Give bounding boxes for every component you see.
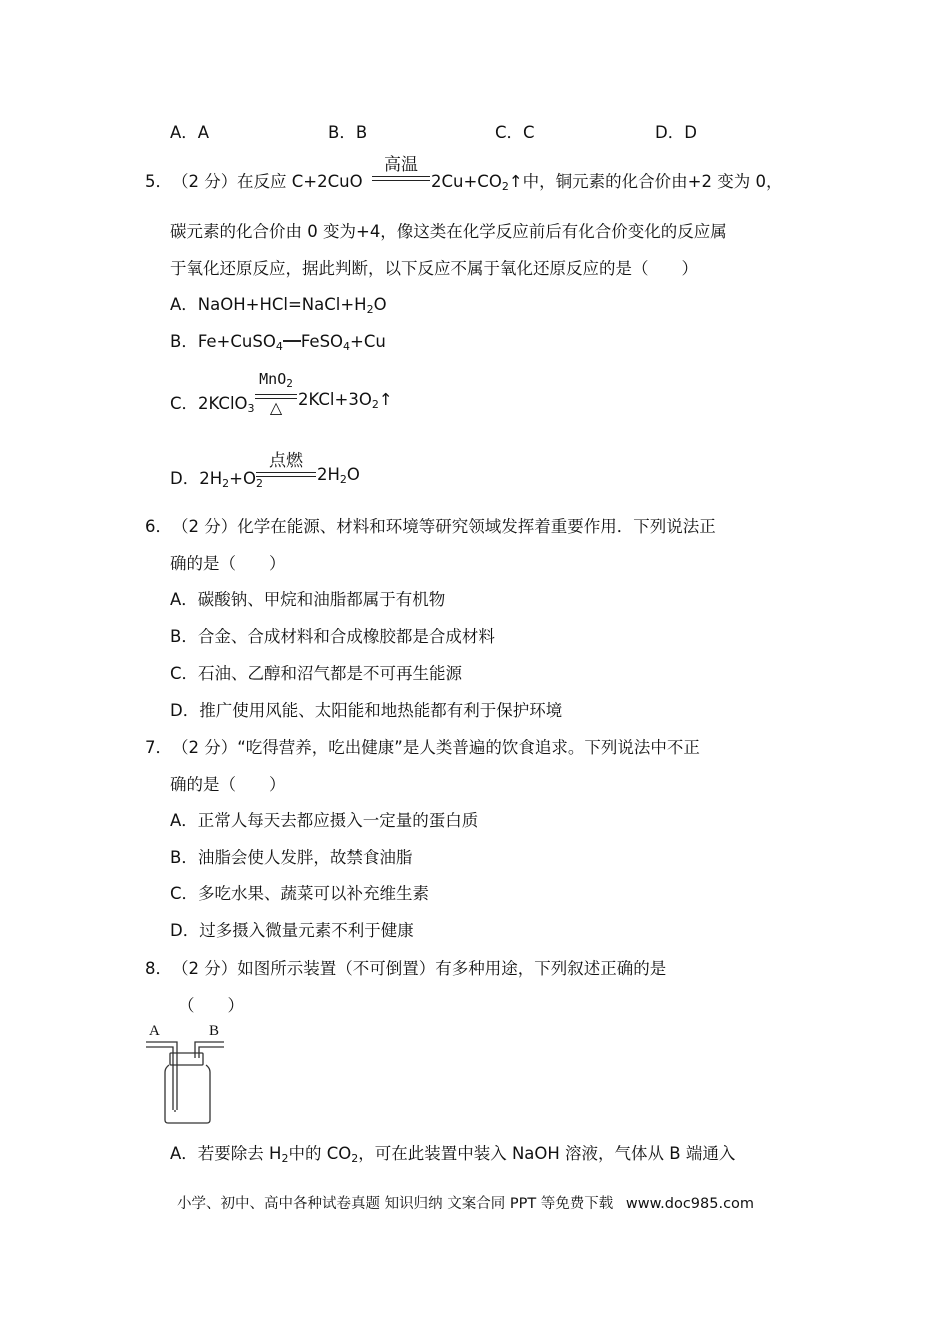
page-footer: [177, 1192, 754, 1213]
q5-condition-label: 高温: [384, 155, 418, 175]
gas-washing-bottle-diagram: [145, 1020, 230, 1126]
q7-stem-2: 确的是（ ）: [170, 775, 286, 794]
equals-sign-icon: [256, 472, 316, 477]
q5-option-d-condition: [256, 446, 316, 486]
q5-option-a: A．$NaOH+HCl=NaCl+H_2O$: [170, 295, 387, 316]
q5-condition-arrow: [372, 150, 430, 190]
q5-option-d-pre: D．$2H_2+O_2$: [170, 469, 263, 490]
q4-option-d: D．D: [655, 123, 697, 142]
q5-option-d-post: $2H_2O$: [317, 465, 360, 486]
q6-option-d: D．推广使用风能、太阳能和地热能都有利于保护环境: [170, 701, 563, 720]
q6-stem-1: （2 分）化学在能源、材料和环境等研究领域发挥着重要作用．下列说法正: [172, 517, 716, 536]
q5-option-c-condition: [255, 370, 297, 420]
q7-number: 7．: [145, 738, 172, 757]
footer-text: 小学、初中、高中各种试卷真题 知识归纳 文案合同 PPT 等免费下载: [177, 1196, 614, 1212]
q4-option-a: A．A: [170, 123, 210, 142]
q6-option-a: A．碳酸钠、甲烷和油脂都属于有机物: [170, 590, 446, 609]
q8-stem-1: （2 分）如图所示装置（不可倒置）有多种用途，下列叙述正确的是: [172, 959, 667, 978]
heat-triangle-icon: △: [269, 398, 283, 417]
q5-number: 5．: [145, 172, 172, 191]
catalyst-label: MnO$_2$: [259, 370, 293, 390]
q5-score: （2 分）: [172, 172, 238, 191]
q6-option-c: C．石油、乙醇和沼气都是不可再生能源: [170, 664, 463, 683]
q8-option-a: A．若要除去 $H_2$中的 $CO_2$，可在此装置中装入 NaOH 溶液，气体从 B 端通入: [170, 1144, 736, 1165]
q5-option-c-post: $2KCl+3O_2↑$: [298, 390, 393, 411]
footer-url[interactable]: www.doc985.com: [625, 1196, 755, 1212]
q4-option-c: C．C: [495, 123, 535, 142]
q8-stem-2: （ ）: [178, 996, 244, 1015]
q5-line-3: 于氧化还原反应，据此判断，以下反应不属于氧化还原反应的是（ ）: [170, 259, 698, 278]
q5-option-b: B．Fe+CuSO$_4$ FeSO$_4$+Cu: [170, 332, 386, 353]
equals-sign-icon: [372, 176, 430, 181]
q6-option-b: B．合金、合成材料和合成橡胶都是合成材料: [170, 627, 495, 646]
port-a-label: A: [149, 1023, 160, 1039]
q6-stem-2: 确的是（ ）: [170, 554, 286, 573]
q6-number: 6．: [145, 517, 172, 536]
q8-number: 8．: [145, 959, 172, 978]
q7-option-a: A．正常人每天去都应摄入一定量的蛋白质: [170, 811, 479, 830]
q7-option-b: B．油脂会使人发胖，故禁食油脂: [170, 848, 413, 867]
q5-line-2: 碳元素的化合价由 0 变为+4，像这类在化学反应前后有化合价变化的反应属: [170, 222, 727, 241]
q7-option-c: C．多吃水果、蔬菜可以补充维生素: [170, 884, 430, 903]
q7-stem-1: （2 分）“吃得营养，吃出健康”是人类普遍的饮食追求。下列说法中不正: [172, 738, 700, 757]
q5-option-c-pre: C．2KClO$_3$: [170, 394, 255, 415]
equals-line-icon: [283, 340, 301, 342]
ignite-label: 点燃: [269, 451, 303, 471]
q5-stem-pre: 在反应 C+2CuO: [237, 172, 363, 191]
port-b-label: B: [209, 1023, 220, 1039]
q7-option-d: D．过多摄入微量元素不利于健康: [170, 921, 414, 940]
q4-option-b: B．B: [328, 123, 368, 142]
q5-stem-post: $2Cu+CO_2↑$中，铜元素的化合价由+2 变为 0，: [431, 172, 783, 193]
